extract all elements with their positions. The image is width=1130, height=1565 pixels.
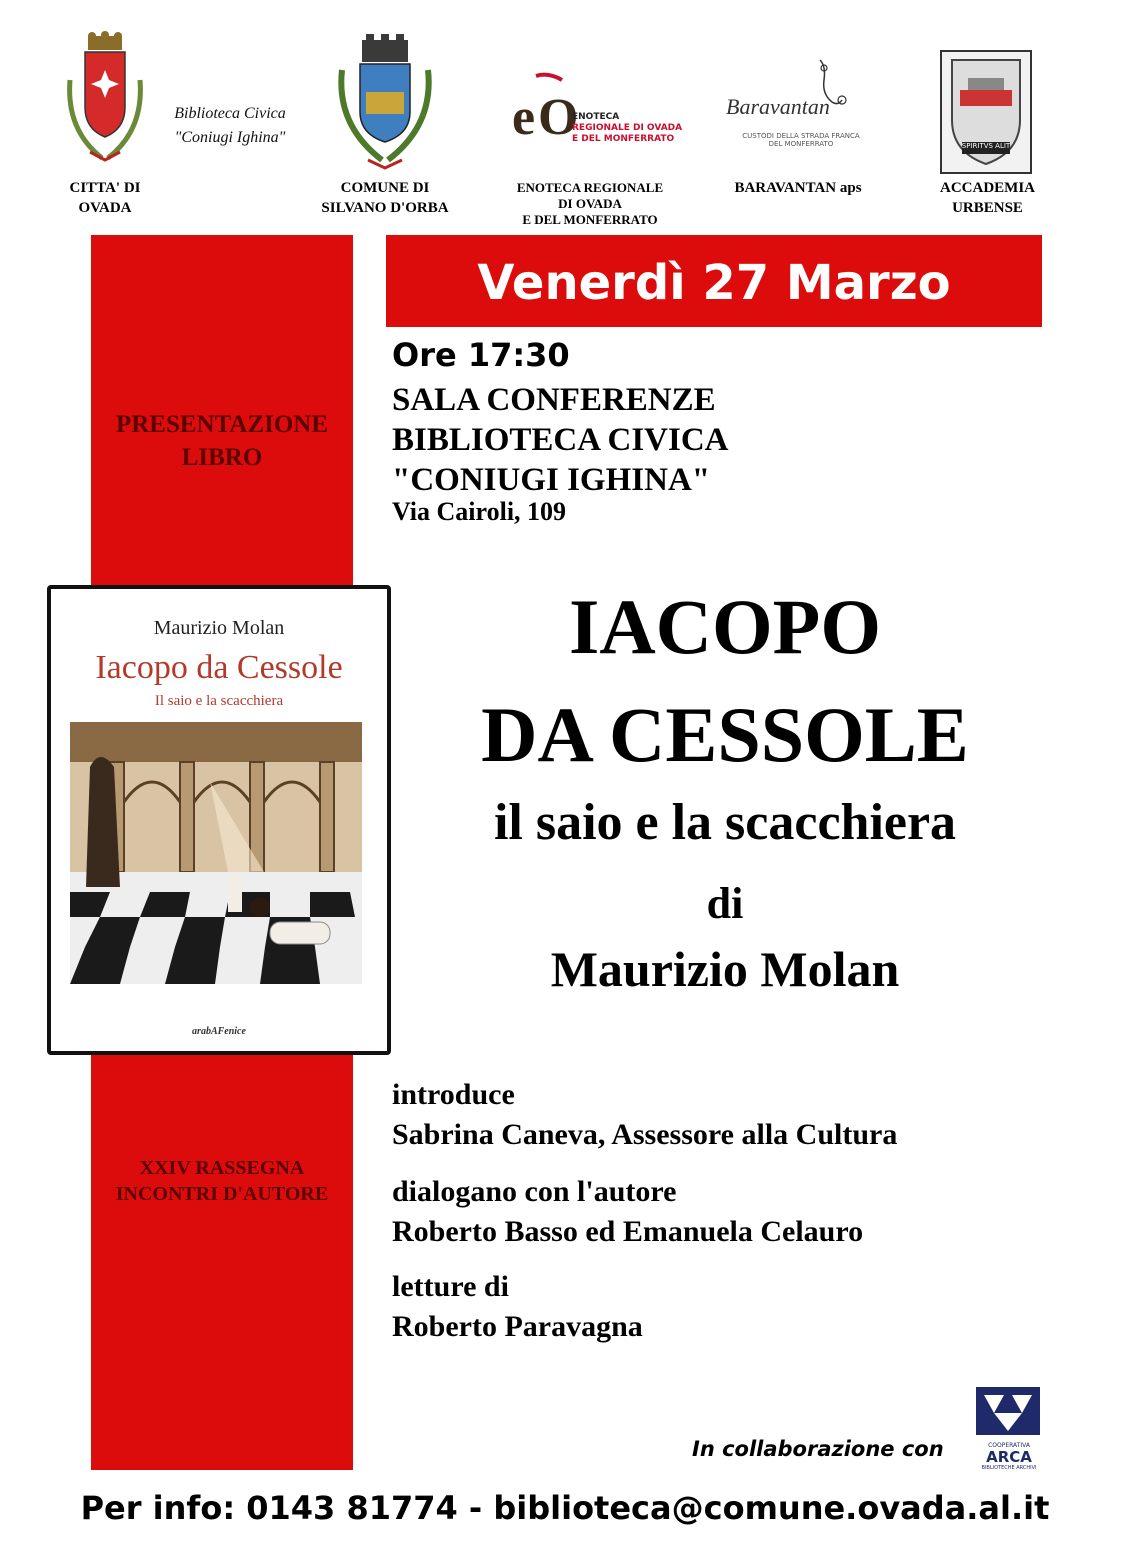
cover-illustration (70, 722, 362, 984)
caption-enoteca: ENOTECA REGIONALE DI OVADA E DEL MONFERRATO (516, 180, 664, 227)
cover-subtitle: Il saio e la scacchiera (154, 693, 284, 709)
silvano-crest-icon (330, 30, 440, 175)
book-by: di (706, 879, 744, 928)
event-date-banner: Venerdì 27 Marzo (386, 235, 1042, 327)
credit-dialogano (392, 1172, 863, 1252)
event-time: Ore 17:30 (392, 336, 570, 374)
caption-accademia-urbense: ACCADEMIA URBENSE (940, 180, 1035, 216)
biblioteca-civica-label: Biblioteca Civica "Coniugi Ighina" (174, 105, 286, 146)
rassegna-label: XXIV RASSEGNA INCONTRI D'AUTORE (115, 1157, 329, 1205)
credit-role: dialogano con l'autore (392, 1175, 677, 1208)
book-title-line1: IACOPO (569, 583, 881, 670)
logo-arca (974, 1385, 1044, 1470)
logo-enoteca (510, 72, 690, 147)
cover-author: Maurizio Molan (153, 617, 285, 639)
enoteca-logo-icon (510, 72, 579, 146)
logo-comune-silvano (330, 30, 440, 180)
credit-names: Roberto Basso ed Emanuela Celauro (392, 1215, 864, 1248)
credit-role: introduce (392, 1078, 515, 1111)
presentazione-libro-label: PRESENTAZIONE LIBRO (115, 411, 329, 471)
book-subtitle: il saio e la scacchiera (493, 794, 957, 851)
book-title-line2: DA CESSOLE (481, 691, 969, 778)
caption-comune-silvano: COMUNE DI SILVANO D'ORBA (321, 180, 449, 216)
enoteca-logo-line2: REGIONALE DI OVADA (572, 123, 683, 133)
arca-line2: ARCA (986, 1448, 1032, 1466)
contact-info: Per info: 0143 81774 - biblioteca@comune.ovada.al.it (80, 1489, 1050, 1527)
logo-accademia-urbense (940, 50, 1032, 174)
urbense-motto: SPIRITVS ALIT (961, 142, 1011, 150)
logo-citta-di-ovada (50, 30, 160, 175)
credit-introduce (392, 1075, 897, 1155)
book-author: Maurizio Molan (550, 941, 900, 997)
cover-title: Iacopo da Cessole (95, 649, 343, 686)
logo-baravantan (722, 60, 882, 160)
caption-baravantan: BARAVANTAN aps (734, 180, 862, 196)
cover-publisher: arabAFenice (192, 1026, 246, 1037)
enoteca-logo-line1: ENOTECA (572, 112, 620, 122)
arca-logo-icon (974, 1385, 1044, 1437)
event-venue: SALA CONFERENZE BIBLIOTECA CIVICA "CONIUGI IGHINA" (392, 382, 729, 498)
credit-names: Sabrina Caneva, Assessore alla Cultura (392, 1118, 898, 1151)
baravantan-tagline2: DEL MONFERRATO (768, 140, 834, 148)
arca-line3: BIBLIOTECHE ARCHIVI (981, 1465, 1037, 1471)
ovada-crest-icon (60, 30, 150, 170)
event-address: Via Cairoli, 109 (392, 497, 567, 526)
enoteca-logo-line3: E DEL MONFERRATO (572, 134, 675, 144)
svg-text:O: O (538, 89, 579, 146)
credit-role: letture di (392, 1270, 509, 1303)
svg-text:e: e (512, 89, 536, 146)
credit-letture (392, 1267, 643, 1347)
urbense-crest-icon (942, 52, 1030, 172)
arca-line1: COOPERATIVA (988, 1442, 1030, 1449)
book-cover (47, 585, 391, 1055)
caption-citta-di-ovada: CITTA' DI OVADA (69, 180, 141, 216)
credit-names: Roberto Paravagna (392, 1310, 643, 1343)
collaboration-label: In collaborazione con (692, 1437, 944, 1461)
baravantan-tagline1: CUSTODI DELLA STRADA FRANCA (742, 132, 860, 140)
baravantan-wordmark: Baravantan (726, 94, 830, 119)
